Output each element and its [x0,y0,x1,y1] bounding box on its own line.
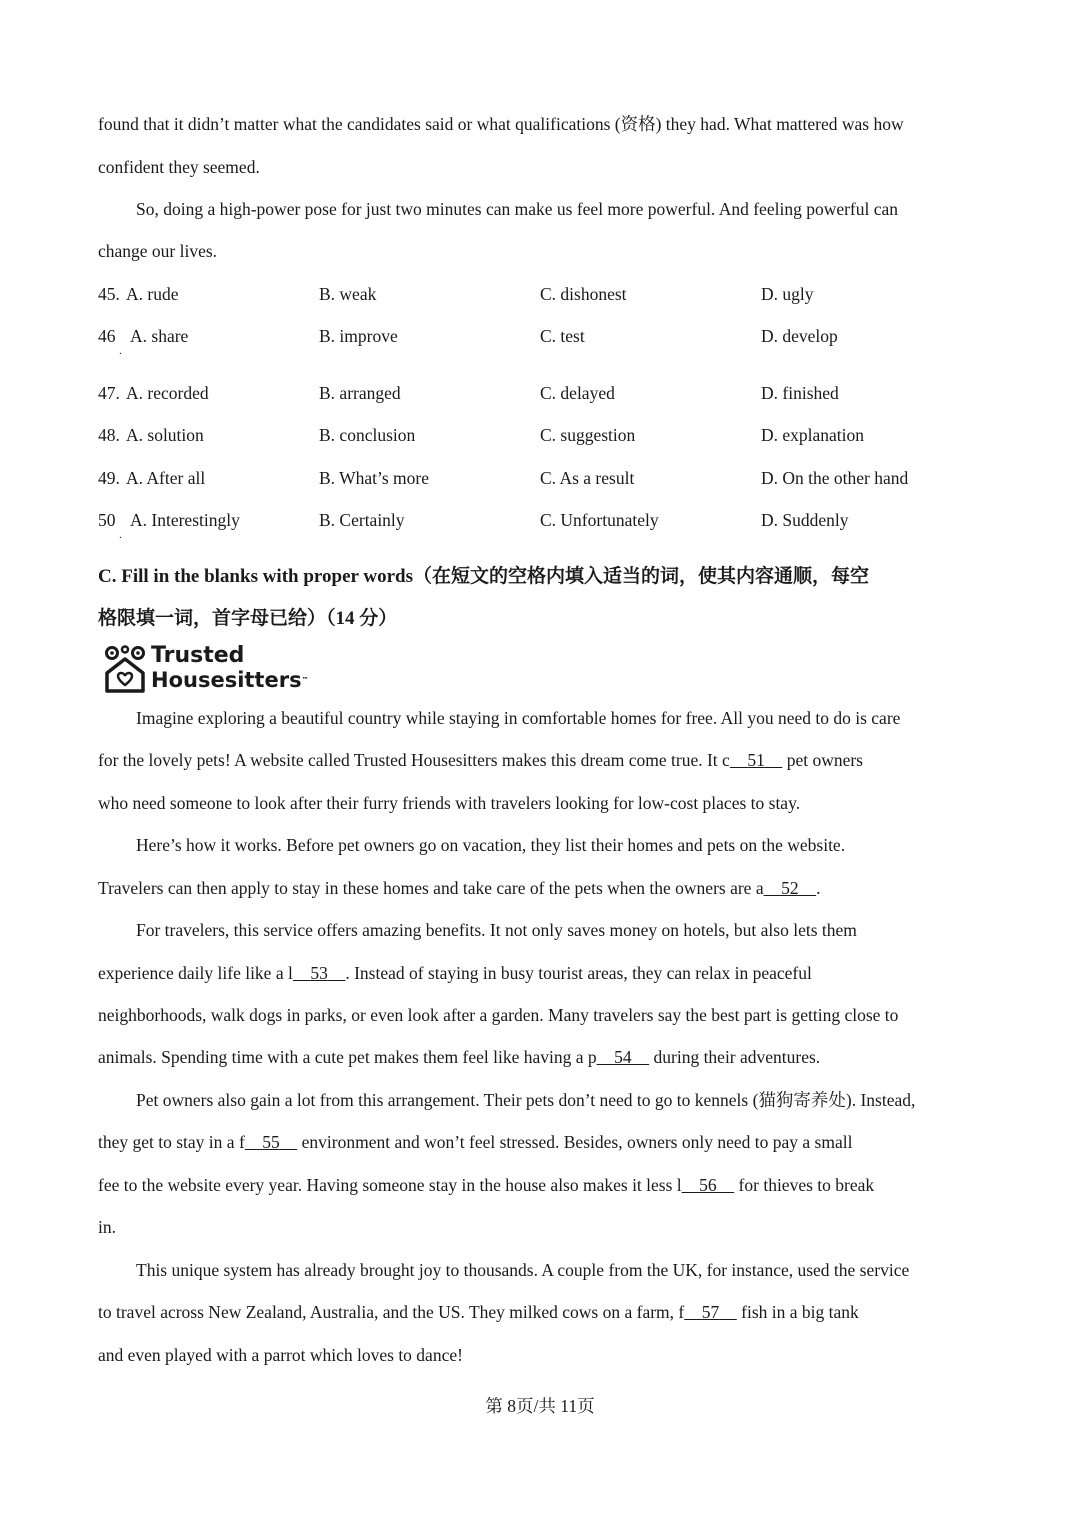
option-c: C. dishonest [540,284,627,304]
trusted-housesitters-logo [103,645,333,693]
option-b: B. improve [319,326,398,346]
option-c: C. suggestion [540,425,636,445]
question-number-dot: . [119,527,122,541]
section-c-heading: 格限填一词，首字母已给）（14 分） [98,608,398,629]
option-a: A. recorded [126,383,209,403]
question-number: 50 [98,510,116,530]
page-number-footer: 第 8页/共 11页 [485,1396,595,1416]
article-line: in. [98,1217,116,1237]
option-c: C. delayed [540,383,615,403]
option-d: D. finished [761,383,839,403]
question-number: 49. [98,468,120,488]
option-a: A. rude [126,284,179,304]
blank-57[interactable]: 57 [701,1302,720,1322]
article-line: to travel across New Zealand, Australia, and the US. They milked cows on a farm, f 57 fish in a big tank [98,1302,859,1322]
article-line: neighborhoods, walk dogs in parks, or even look after a garden. Many travelers say the best part is getting close to [98,1005,899,1025]
blank-56[interactable]: 56 [699,1175,717,1195]
option-c: C. test [540,326,585,346]
question-number: 47. [98,383,120,403]
option-b: B. conclusion [319,425,416,445]
option-b: B. What’s more [319,468,430,488]
option-b: B. weak [319,284,377,304]
article-line: they get to stay in a f 55 environment and won’t feel stressed. Besides, owners only need to pay a small [98,1132,853,1152]
option-b: B. arranged [319,383,401,403]
article-line: Imagine exploring a beautiful country while staying in comfortable homes for free. All you need to do is care [136,708,901,728]
blank-52[interactable]: 52 [781,878,799,898]
passage-line: confident they seemed. [98,157,260,177]
option-a: A. share [130,326,189,346]
option-c: C. Unfortunately [540,510,659,530]
question-number: 46 [98,326,116,346]
blank-54[interactable]: 54 [614,1047,632,1067]
blank-53[interactable]: 53 [310,963,328,983]
passage-line: change our lives. [98,241,218,261]
option-c: C. As a result [540,468,635,488]
question-number: 48. [98,425,120,445]
article-line: For travelers, this service offers amazing benefits. It not only saves money on hotels, but also lets them [136,920,857,940]
option-d: D. ugly [761,284,814,304]
option-b: B. Certainly [319,510,405,530]
trademark-symbol: ™ [301,676,309,684]
question-number-dot: . [119,343,122,357]
option-d: D. Suddenly [761,510,849,530]
article-line: fee to the website every year. Having someone stay in the house also makes it less l 56 for thieves to break [98,1175,875,1195]
logo-text-trusted: Trusted [151,643,245,668]
option-d: D. develop [761,326,838,346]
article-line: Here’s how it works. Before pet owners go on vacation, they list their homes and pets on the website. [136,835,846,855]
option-a: A. After all [126,468,206,488]
article-line: and even played with a parrot which loves to dance! [98,1345,463,1365]
article-line: who need someone to look after their furry friends with travelers looking for low-cost places to stay. [98,793,801,813]
question-number: 45. [98,284,120,304]
option-a: A. Interestingly [130,510,240,530]
option-d: D. On the other hand [761,468,909,488]
article-line: animals. Spending time with a cute pet makes them feel like having a p 54 during their adventures. [98,1047,821,1067]
house-paw-icon [103,645,147,693]
article-line: Pet owners also gain a lot from this arrangement. Their pets don’t need to go to kennels (猫狗寄养处). Instead, [136,1090,916,1110]
blank-55[interactable]: 55 [262,1132,280,1152]
option-a: A. solution [126,425,204,445]
section-c-heading: C. Fill in the blanks with proper words（在短文的空格内填入适当的词，使其内容通顺，每空 [98,566,869,587]
passage-line: found that it didn’t matter what the candidates said or what qualifications (资格) they had. What mattered was how [98,114,904,134]
article-line: experience daily life like a l 53 . Instead of staying in busy tourist areas, they can relax in peaceful [98,963,812,983]
blank-51[interactable]: 51 [747,750,765,770]
article-line: Travelers can then apply to stay in these homes and take care of the pets when the owners are a 52 . [98,878,821,898]
article-line: This unique system has already brought joy to thousands. A couple from the UK, for instance, used the service [136,1260,910,1280]
passage-line: So, doing a high-power pose for just two minutes can make us feel more powerful. And feeling powerful can [136,199,899,219]
option-d: D. explanation [761,425,865,445]
logo-text-housesitters: Housesitters™ [151,668,309,692]
article-line: for the lovely pets! A website called Trusted Housesitters makes this dream come true. It c 51 pet owners [98,750,863,770]
